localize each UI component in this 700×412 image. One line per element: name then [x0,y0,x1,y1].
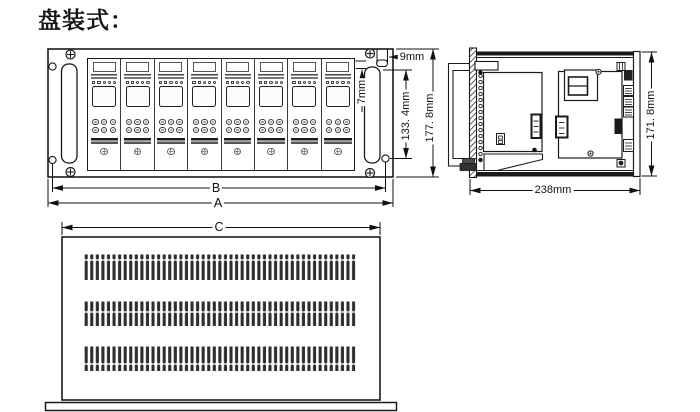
vent-slot-row [84,255,357,281]
module-button [92,119,98,125]
module-button [168,127,174,133]
screw-icon [66,168,75,177]
module-screw-icon [267,148,275,156]
module-button [276,119,282,125]
module-lcd-screen [126,86,150,107]
module-button-row [121,127,153,133]
led-indicator [146,81,149,84]
module-button [293,119,299,125]
led-indicator [336,81,339,84]
module-button-row [188,119,220,125]
module-button-row [188,127,220,133]
led-indicator [275,81,278,84]
module-model-text [258,74,284,79]
led-indicator [180,81,183,84]
module-button-row [88,119,120,125]
module-button [159,119,165,125]
module-button [301,119,307,125]
module-screw-icon [234,148,242,156]
plug-in-module [187,59,220,170]
module-screw-icon [201,148,209,156]
led-indicator [136,81,139,84]
oval-mounting-hole [377,60,388,67]
led-indicator [308,81,311,84]
led-indicator [259,81,262,84]
module-button [134,127,140,133]
module-button-row [121,119,153,125]
led-indicator [331,81,334,84]
bottom-view [46,237,397,411]
plug-in-module [88,59,120,170]
module-button [301,127,307,133]
module-button [110,127,116,133]
led-indicator [141,81,144,84]
dim-9mm: 9mm [399,51,425,63]
module-button [226,119,232,125]
module-label-window [260,62,283,72]
module-lcd-screen [159,86,183,107]
module-button [293,127,299,133]
module-button [268,119,274,125]
front-card-board [484,73,543,152]
module-button-row [155,119,187,125]
module-lcd-screen [326,86,350,107]
dim-label-C: C [214,220,224,234]
led-indicator [264,81,267,84]
dim-133-4mm: 133. 4mm [400,91,412,141]
module-label-window [93,62,116,72]
module-button [92,127,98,133]
module-button [159,127,165,133]
module-status-leds [288,81,320,84]
led-indicator [292,81,295,84]
module-status-leds [322,81,354,84]
front-connector-pins [479,74,482,155]
led-indicator [92,81,95,84]
module-model-text [158,74,184,79]
module-button [310,127,316,133]
led-indicator [97,81,100,84]
module-lcd-screen [259,86,283,107]
module-button [101,127,107,133]
module-button [176,119,182,125]
led-indicator [126,81,129,84]
vent-slot-row [84,347,357,372]
led-indicator [203,81,206,84]
module-model-text [325,74,351,79]
module-brand-text [291,138,318,144]
module-button [201,127,207,133]
module-screw-icon [100,148,108,156]
module-button [234,119,240,125]
module-label-window [193,62,216,72]
module-button-row [255,127,287,133]
plug-in-module [221,59,254,170]
module-button [276,127,282,133]
led-indicator [347,81,350,84]
module-button [101,119,107,125]
module-label-window [126,62,149,72]
led-indicator [213,81,216,84]
module-button [234,127,240,133]
plug-in-module [154,59,187,170]
module-screw-icon [134,148,142,156]
module-button [326,119,332,125]
module-button-row [88,127,120,133]
module-screw-icon [334,148,342,156]
led-indicator [226,81,229,84]
module-brand-text [257,138,284,144]
module-lcd-screen [292,86,316,107]
module-label-window [293,62,316,72]
led-indicator [175,81,178,84]
led-indicator [231,81,234,84]
led-indicator [192,81,195,84]
module-button [134,119,140,125]
module-model-text [191,74,217,79]
base-flange [46,403,397,411]
module-button-row [322,119,354,125]
module-button [176,127,182,133]
plug-in-module [287,59,320,170]
module-button-row [222,119,254,125]
module-button [193,127,199,133]
dim-171-8mm: 171. 8mm [645,90,657,140]
module-brand-text [191,138,218,144]
module-button [343,127,349,133]
led-indicator [164,81,167,84]
dim-7mm: 7mm [356,79,368,105]
module-button-row [322,127,354,133]
module-lcd-screen [92,86,116,107]
plug-in-module [321,59,354,170]
module-model-text [91,74,117,79]
module-model-text [124,74,150,79]
module-model-text [291,74,317,79]
module-label-window [326,62,349,72]
screw-icon [366,169,375,178]
module-button [143,127,149,133]
led-indicator [241,81,244,84]
module-label-window [159,62,182,72]
led-indicator [113,81,116,84]
module-button [326,127,332,133]
module-status-leds [121,81,153,84]
module-button [193,119,199,125]
module-screw-icon [167,148,175,156]
led-indicator [108,81,111,84]
led-indicator [280,81,283,84]
module-button [210,127,216,133]
module-button [201,119,207,125]
screw-icon [66,50,75,59]
module-button-row [155,127,187,133]
led-indicator [326,81,329,84]
led-indicator [198,81,201,84]
led-indicator [236,81,239,84]
module-button [243,127,249,133]
module-status-leds [222,81,254,84]
module-button-row [288,127,320,133]
module-button-row [288,119,320,125]
module-button [126,119,132,125]
side-view [449,48,641,178]
screw-icon [366,49,375,58]
module-button [335,127,341,133]
module-button [335,119,341,125]
extraction-knob [460,159,476,171]
module-brand-text [91,138,118,144]
module-button-row [255,119,287,125]
module-strip [87,58,355,171]
module-button-row [222,127,254,133]
module-button [268,127,274,133]
dim-177-8mm: 177. 8mm [424,93,436,143]
module-button [210,119,216,125]
module-status-leds [188,81,220,84]
led-indicator [208,81,211,84]
dim-238mm: 238mm [534,184,572,196]
module-button [226,127,232,133]
plug-in-module [254,59,287,170]
module-button [126,127,132,133]
led-indicator [159,81,162,84]
dim-label-A: A [213,196,223,210]
module-screw-icon [301,148,309,156]
module-button [168,119,174,125]
module-model-text [225,74,251,79]
module-lcd-screen [226,86,250,107]
module-button [343,119,349,125]
led-indicator [246,81,249,84]
module-status-leds [255,81,287,84]
led-indicator [169,81,172,84]
module-button [259,119,265,125]
led-indicator [103,81,106,84]
module-label-window [226,62,249,72]
led-indicator [131,81,134,84]
module-button [110,119,116,125]
dim-label-B: B [211,181,221,195]
module-button [143,119,149,125]
module-button [310,119,316,125]
module-lcd-screen [192,86,216,107]
page-title: 盘装式： [38,8,134,34]
led-indicator [313,81,316,84]
module-status-leds [155,81,187,84]
module-brand-text [324,138,351,144]
led-indicator [298,81,301,84]
module-brand-text [157,138,184,144]
module-brand-text [124,138,151,144]
led-indicator [303,81,306,84]
module-button [259,127,265,133]
led-indicator [269,81,272,84]
module-brand-text [224,138,251,144]
module-button [243,119,249,125]
plug-in-module [120,59,153,170]
module-status-leds [88,81,120,84]
led-indicator [341,81,344,84]
vent-slot-row [84,302,357,327]
